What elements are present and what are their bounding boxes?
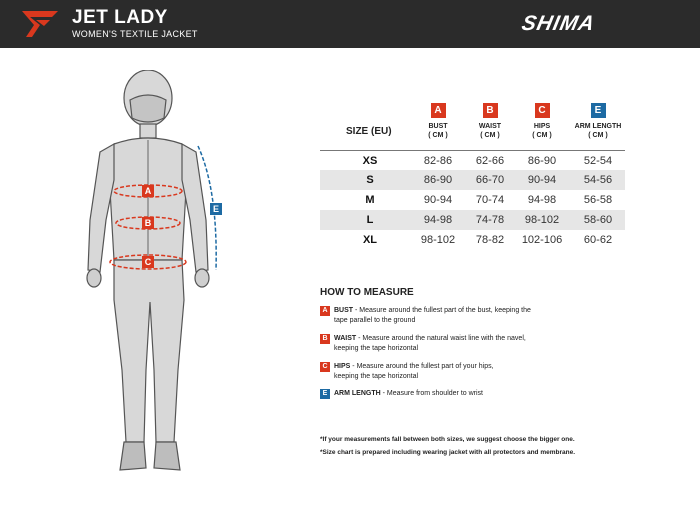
waist-cell: 66-70 bbox=[475, 174, 505, 186]
measure-text: - Measure around the natural waist line with the navel, bbox=[356, 335, 526, 342]
column-unit: ( CM ) bbox=[480, 132, 500, 139]
table-row bbox=[320, 170, 625, 190]
note-size-chart: *Size chart is prepared including wearing jacket with all protectors and membrane. bbox=[320, 449, 576, 456]
measure-item-arm-length bbox=[320, 389, 580, 399]
measure-text-line2: tape parallel to the ground bbox=[334, 317, 416, 324]
column-label: BUST bbox=[428, 123, 448, 130]
marker-a: A bbox=[144, 186, 152, 196]
hips-cell: 94-98 bbox=[527, 194, 557, 206]
logo-mark-icon bbox=[22, 11, 58, 37]
product-title: JET LADY bbox=[72, 7, 168, 28]
measure-name: ARM LENGTH bbox=[334, 390, 381, 397]
size-cell: XS bbox=[362, 155, 378, 167]
size-cell: L bbox=[366, 214, 374, 226]
waist-cell: 74-78 bbox=[475, 214, 505, 226]
size-rows bbox=[320, 150, 625, 250]
table-row bbox=[320, 190, 625, 210]
marker-e: E bbox=[212, 204, 220, 214]
product-subtitle: WOMEN'S TEXTILE JACKET bbox=[72, 29, 198, 39]
size-cell: S bbox=[366, 174, 374, 186]
size-cell: XL bbox=[362, 234, 378, 246]
measure-text: - Measure from shoulder to wrist bbox=[380, 390, 483, 397]
column-unit: ( CM ) bbox=[428, 132, 448, 139]
arm-cell: 56-58 bbox=[583, 194, 613, 206]
badge-c: C bbox=[320, 362, 330, 372]
header-bar bbox=[0, 0, 700, 48]
how-to-measure-title: HOW TO MEASURE bbox=[320, 287, 414, 298]
column-unit: ( CM ) bbox=[532, 132, 552, 139]
badge-e: E bbox=[320, 389, 330, 399]
measure-text: - Measure around the fullest part of your hips, bbox=[350, 363, 494, 370]
badge-b: B bbox=[320, 334, 330, 344]
arm-cell: 60-62 bbox=[583, 234, 613, 246]
hips-cell: 90-94 bbox=[527, 174, 557, 186]
hips-cell: 98-102 bbox=[524, 214, 560, 226]
column-label: WAIST bbox=[478, 123, 502, 130]
column-unit: ( CM ) bbox=[588, 132, 608, 139]
measure-item-hips bbox=[320, 362, 580, 382]
measure-name: BUST bbox=[334, 307, 354, 314]
measure-item-waist bbox=[320, 334, 580, 354]
bust-cell: 90-94 bbox=[423, 194, 453, 206]
measure-name: WAIST bbox=[334, 335, 357, 342]
badge-a: A bbox=[431, 103, 446, 118]
hips-cell: 86-90 bbox=[527, 155, 557, 167]
column-hips bbox=[510, 100, 574, 140]
measure-name: HIPS bbox=[334, 363, 351, 370]
waist-cell: 70-74 bbox=[475, 194, 505, 206]
bust-cell: 86-90 bbox=[423, 174, 453, 186]
table-row bbox=[320, 150, 625, 170]
rider-figure-icon bbox=[70, 70, 250, 490]
waist-cell: 62-66 bbox=[475, 155, 505, 167]
marker-b: B bbox=[144, 218, 152, 228]
brand-logo: SHIMA bbox=[519, 12, 598, 35]
measure-text: - Measure around the fullest part of the bust, keeping the bbox=[353, 307, 531, 314]
column-label: ARM LENGTH bbox=[574, 123, 622, 130]
arm-cell: 54-56 bbox=[583, 174, 613, 186]
badge-b: B bbox=[483, 103, 498, 118]
measure-text-line2: keeping the tape horizontal bbox=[334, 345, 419, 352]
table-row bbox=[320, 230, 625, 250]
arm-cell: 52-54 bbox=[583, 155, 613, 167]
badge-c: C bbox=[535, 103, 550, 118]
bust-cell: 82-86 bbox=[423, 155, 453, 167]
arm-cell: 58-60 bbox=[583, 214, 613, 226]
size-column-header: SIZE (EU) bbox=[346, 126, 392, 137]
badge-a: A bbox=[320, 306, 330, 316]
measure-item-bust bbox=[320, 306, 580, 326]
measure-text-line2: keeping the tape horizontal bbox=[334, 373, 419, 380]
table-row bbox=[320, 210, 625, 230]
hips-cell: 102-106 bbox=[521, 234, 563, 246]
note-between-sizes: *If your measurements fall between both sizes, we suggest choose the bigger one. bbox=[320, 436, 575, 443]
waist-cell: 78-82 bbox=[475, 234, 505, 246]
marker-c: C bbox=[144, 257, 152, 267]
bust-cell: 98-102 bbox=[420, 234, 456, 246]
column-label: HIPS bbox=[533, 123, 551, 130]
column-arm-length bbox=[566, 100, 630, 140]
size-cell: M bbox=[365, 194, 375, 206]
badge-e: E bbox=[591, 103, 606, 118]
bust-cell: 94-98 bbox=[423, 214, 453, 226]
